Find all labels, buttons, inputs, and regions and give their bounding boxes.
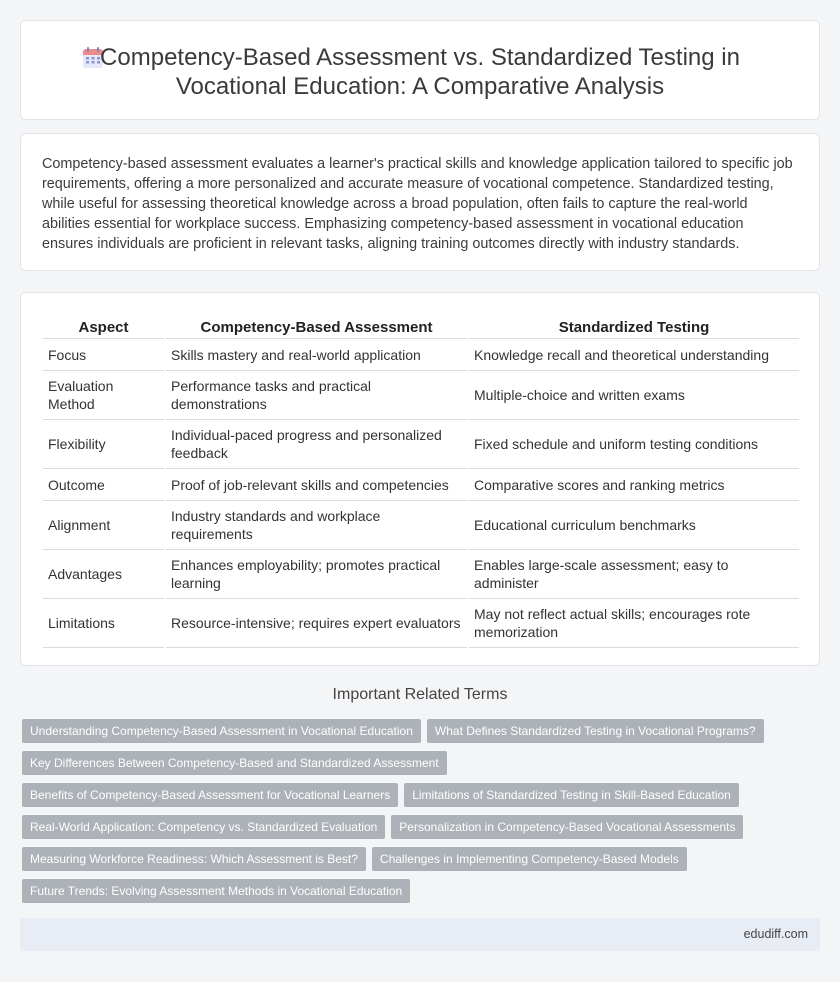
- tag-row: [22, 847, 802, 879]
- intro-card: [20, 133, 820, 271]
- table-row: [43, 550, 799, 599]
- related-term-tag[interactable]: Benefits of Competency-Based Assessment for Vocational Learners: [22, 783, 398, 807]
- table-cell: Resource-intensive; requires expert evaluators: [165, 599, 468, 648]
- related-terms-title: Important Related Terms: [332, 686, 508, 703]
- related-term-tag[interactable]: Future Trends: Evolving Assessment Methods in Vocational Education: [22, 879, 410, 903]
- related-term-tag[interactable]: Key Differences Between Competency-Based and Standardized Assessment: [22, 751, 447, 775]
- related-term-tag[interactable]: Measuring Workforce Readiness: Which Assessment is Best?: [22, 847, 366, 871]
- table-header-row: [43, 315, 799, 339]
- table-cell: May not reflect actual skills; encourages rote memorization: [468, 599, 799, 648]
- intro-paragraph: Competency-based assessment evaluates a learner's practical skills and knowledge application tailored to specific job requirements, offering a more personalized and accurate measure of vocational competence. Standardized testing, while useful for assessing theoretical knowledge across a broad population, often fails to capture the real-world abilities essential for workplace success. Emphasizing competency-based assessment in vocational education ensures individuals are proficient in relevant tasks, aligning training outcomes directly with industry standards.: [42, 156, 793, 252]
- table-cell: Focus: [43, 339, 165, 371]
- table-cell: Alignment: [43, 501, 165, 550]
- table-cell: Performance tasks and practical demonstrations: [165, 371, 468, 420]
- table-cell: Limitations: [43, 599, 165, 648]
- table-row: [43, 599, 799, 648]
- table-cell: Educational curriculum benchmarks: [468, 501, 799, 550]
- tag-row: [22, 719, 802, 751]
- header-aspect: Aspect: [43, 315, 165, 339]
- header-competency: Competency-Based Assessment: [165, 315, 468, 339]
- table-row: [43, 469, 799, 501]
- table-cell: Multiple-choice and written exams: [468, 371, 799, 420]
- table-cell: Enables large-scale assessment; easy to administer: [468, 550, 799, 599]
- table-cell: Flexibility: [43, 420, 165, 469]
- tag-row: [22, 815, 802, 847]
- related-terms-list: [22, 719, 802, 911]
- page-title: [100, 43, 740, 101]
- table-cell: Skills mastery and real-world application: [165, 339, 468, 371]
- related-term-tag[interactable]: Personalization in Competency-Based Vocational Assessments: [391, 815, 743, 839]
- table-cell: Knowledge recall and theoretical understanding: [468, 339, 799, 371]
- related-term-tag[interactable]: What Defines Standardized Testing in Vocational Programs?: [427, 719, 764, 743]
- related-term-tag[interactable]: Real-World Application: Competency vs. Standardized Evaluation: [22, 815, 385, 839]
- table-row: [43, 339, 799, 371]
- footer-site-link[interactable]: edudiff.com: [743, 927, 808, 941]
- table-row: [43, 371, 799, 420]
- table-cell: Proof of job-relevant skills and competencies: [165, 469, 468, 501]
- table-cell: Individual-paced progress and personalized feedback: [165, 420, 468, 469]
- tag-row: [22, 783, 802, 815]
- footer: [20, 918, 820, 951]
- table-cell: Industry standards and workplace requirements: [165, 501, 468, 550]
- header-card: [20, 20, 820, 120]
- table-row: [43, 420, 799, 469]
- related-term-tag[interactable]: Understanding Competency-Based Assessment in Vocational Education: [22, 719, 421, 743]
- tag-row: [22, 879, 802, 911]
- page-title-line-1: Competency-Based Assessment vs. Standardized Testing in: [100, 44, 740, 71]
- comparison-table: [43, 315, 799, 648]
- header-standardized: Standardized Testing: [468, 315, 799, 339]
- table-cell: Evaluation Method: [43, 371, 165, 420]
- related-term-tag[interactable]: Challenges in Implementing Competency-Based Models: [372, 847, 687, 871]
- page-title-line-2: Vocational Education: A Comparative Analysis: [175, 73, 665, 100]
- table-cell: Fixed schedule and uniform testing conditions: [468, 420, 799, 469]
- table-cell: Enhances employability; promotes practical learning: [165, 550, 468, 599]
- table-cell: Comparative scores and ranking metrics: [468, 469, 799, 501]
- table-cell: Advantages: [43, 550, 165, 599]
- comparison-table-card: [20, 292, 820, 666]
- table-cell: Outcome: [43, 469, 165, 501]
- tag-row: [22, 751, 802, 783]
- table-row: [43, 501, 799, 550]
- related-term-tag[interactable]: Limitations of Standardized Testing in Skill-Based Education: [404, 783, 739, 807]
